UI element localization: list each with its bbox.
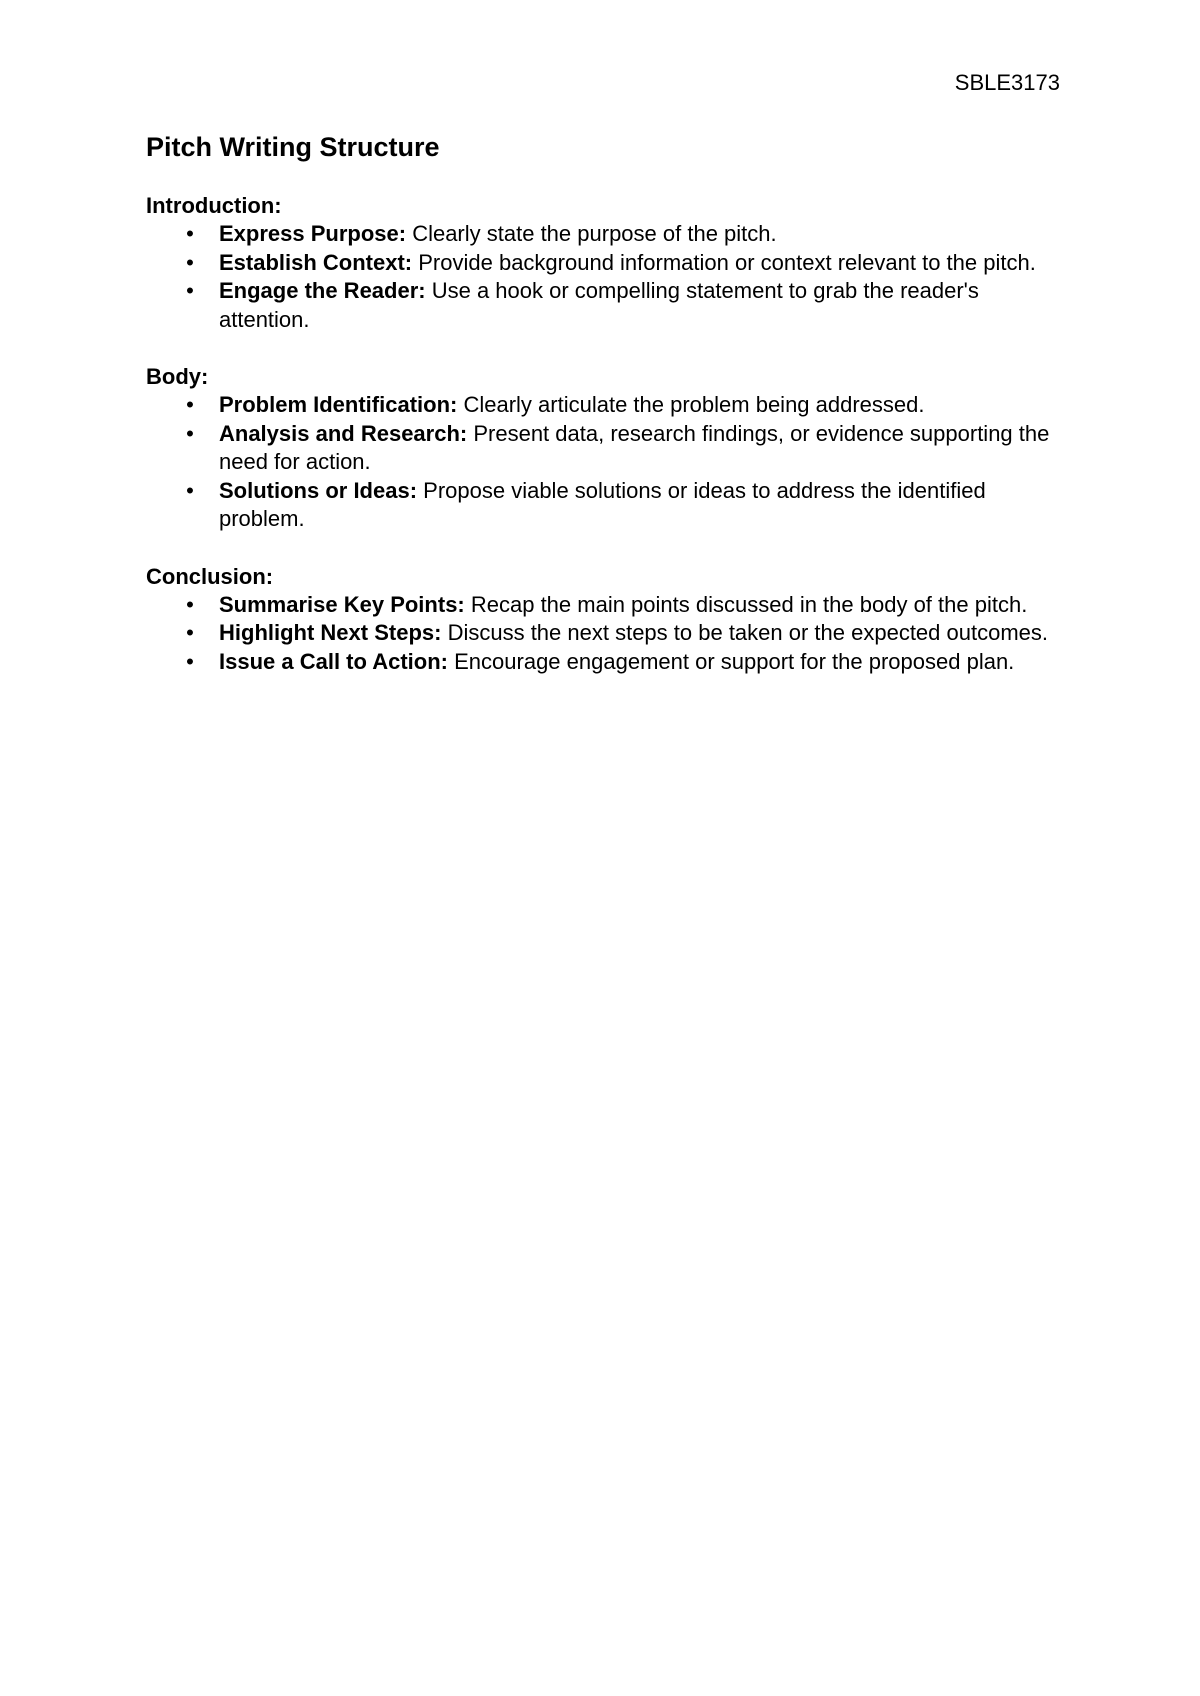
section-heading: Introduction: [146, 193, 282, 218]
item-term: Express Purpose: [219, 221, 407, 246]
section-heading: Conclusion: [146, 563, 274, 589]
item-term: Engage the Reader: [219, 278, 426, 303]
item-text: Discuss the next steps to be taken or the expected outcomes. [441, 620, 1049, 645]
bullet-icon: • [186, 420, 194, 446]
section-conclusion [146, 562, 1066, 677]
item-term: Problem Identification: [219, 392, 458, 417]
list-item [186, 249, 1066, 278]
bullet-list [146, 391, 1066, 534]
bullet-icon: • [186, 591, 194, 617]
bullet-icon: • [186, 477, 194, 503]
list-item [186, 220, 1066, 249]
item-text: Use a hook or compelling statement to grab the reader's attention. [219, 278, 979, 332]
list-item [186, 477, 1066, 534]
page-title: Pitch Writing Structure [146, 132, 440, 162]
item-term: Issue a Call to Action: [219, 648, 449, 674]
item-term: Summarise Key Points: [219, 591, 465, 617]
item-term: Analysis and Research: [219, 420, 468, 446]
bullet-icon: • [186, 221, 194, 246]
section-heading: Body: [146, 364, 209, 389]
document-body [146, 130, 1066, 704]
item-text: Encourage engagement or support for the proposed plan. [448, 648, 1015, 674]
section-introduction [146, 191, 1066, 334]
list-item [186, 619, 1066, 648]
item-text: Present data, research findings, or evidence supporting the need for action. [219, 420, 1050, 474]
bullet-icon: • [186, 620, 194, 645]
section-body [146, 362, 1066, 534]
course-code: SBLE3173 [954, 70, 1060, 95]
bullet-icon: • [186, 392, 194, 417]
list-item [186, 591, 1066, 620]
bullet-list [146, 220, 1066, 334]
item-text: Provide background information or context relevant to the pitch. [412, 249, 1036, 275]
item-text: Clearly state the purpose of the pitch. [406, 221, 777, 246]
item-text: Recap the main points discussed in the body of the pitch. [464, 591, 1028, 617]
item-term: Highlight Next Steps: [219, 620, 442, 645]
bullet-icon: • [186, 278, 194, 303]
bullet-icon: • [186, 648, 194, 674]
list-item [186, 277, 1066, 334]
item-text: Clearly articulate the problem being addressed. [457, 392, 925, 417]
bullet-icon: • [186, 249, 194, 275]
list-item [186, 648, 1066, 677]
list-item [186, 420, 1066, 477]
item-text: Propose viable solutions or ideas to address the identified problem. [219, 477, 986, 531]
list-item [186, 391, 1066, 420]
bullet-list [146, 591, 1066, 677]
item-term: Establish Context: [219, 249, 413, 275]
item-term: Solutions or Ideas: [219, 477, 418, 503]
